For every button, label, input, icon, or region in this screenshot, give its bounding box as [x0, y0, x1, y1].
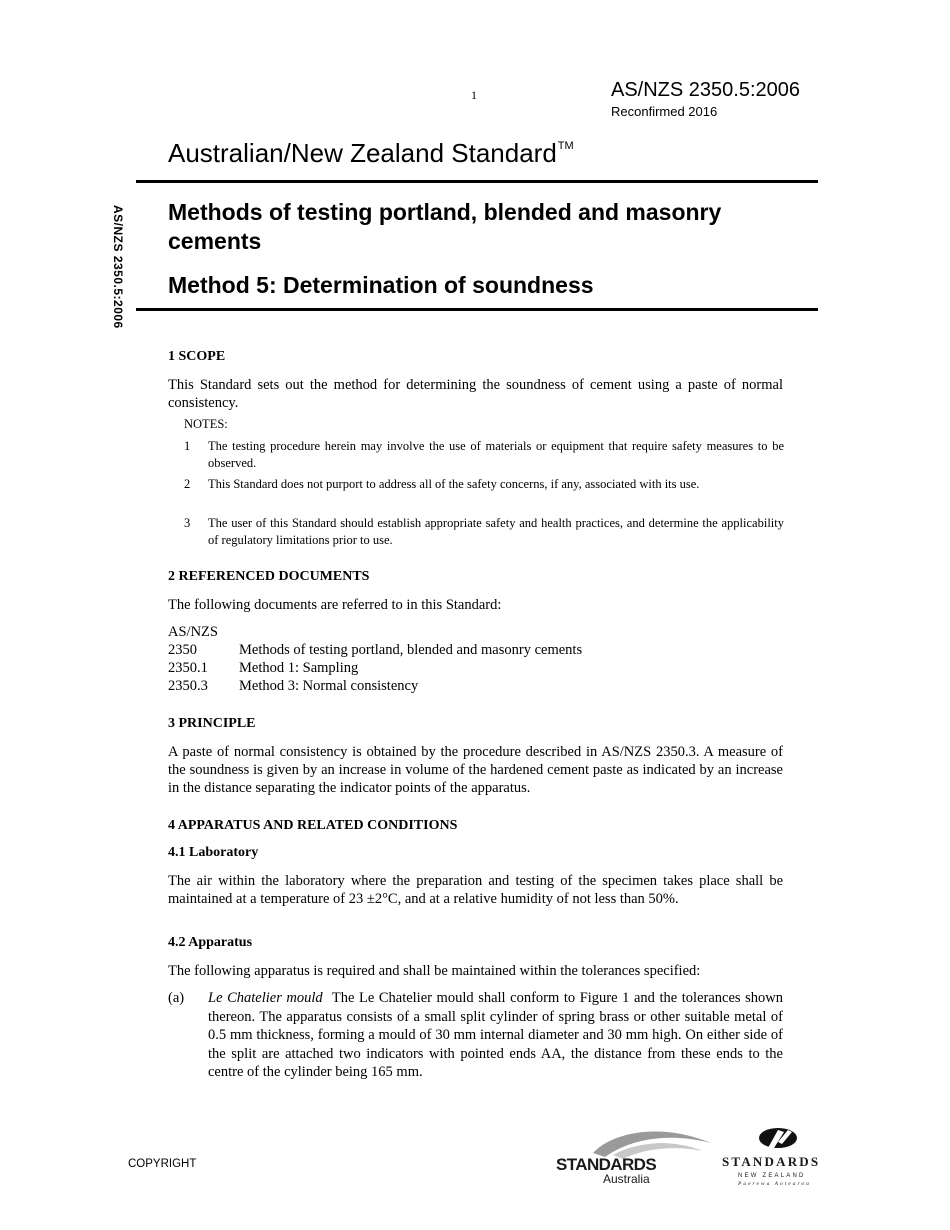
- references-intro: The following documents are referred to in this Standard:: [168, 597, 502, 613]
- scope-text: This Standard sets out the method for determining the soundness of cement using a paste of normal consistency.: [168, 377, 783, 411]
- item-label: (a): [168, 990, 185, 1006]
- note-text: The user of this Standard should establish appropriate safety and health practices, and determine the applicability of regulatory limitations prior to use.: [208, 516, 784, 547]
- reference-title: Methods of testing portland, blended and masonry cements: [239, 642, 583, 658]
- apparatus-intro: The following apparatus is required and shall be maintained within the tolerances specified:: [168, 963, 701, 979]
- logo-sa-subtext: Australia: [603, 1172, 650, 1185]
- notes-label: NOTES:: [184, 417, 228, 431]
- logo-nz-wordmark: STANDARDS: [722, 1154, 821, 1169]
- copyright-label: COPYRIGHT: [128, 1158, 197, 1170]
- logo-sa-wordmark: STANDARDS: [556, 1155, 657, 1174]
- section-heading-references: 2 REFERENCED DOCUMENTS: [168, 569, 370, 584]
- reference-row: [168, 677, 418, 695]
- standards-australia-logo: [553, 1123, 718, 1185]
- document-subtitle: Methods of testing portland, blended and masonry cements: [168, 199, 722, 254]
- title-rule-top: [136, 180, 818, 183]
- note-item: [184, 515, 784, 548]
- laboratory-text: The air within the laboratory where the preparation and testing of the specimen takes place shall be maintained at a temperature of 23 ±2°C, and at a relative humidity of not less than 50%.: [168, 873, 783, 907]
- reference-code: 2350.1: [168, 660, 208, 676]
- note-item: [184, 476, 784, 493]
- subsection-heading-apparatus: 4.2 Apparatus: [168, 935, 253, 950]
- item-term: Le Chatelier mould: [208, 990, 323, 1006]
- note-text: This Standard does not purport to address all of the safety concerns, if any, associated with its use.: [208, 477, 700, 491]
- title-rule-bottom: [136, 308, 818, 311]
- reference-title: Method 1: Sampling: [239, 660, 359, 676]
- standards-new-zealand-logo: [720, 1124, 832, 1186]
- method-title: Method 5: Determination of soundness: [168, 272, 594, 298]
- standard-title-text: Australian/New Zealand Standard: [168, 138, 557, 168]
- reference-row: [168, 659, 358, 677]
- note-item: [184, 438, 784, 471]
- logo-nz-subtext: NEW ZEALAND: [738, 1173, 806, 1179]
- standard-title: [168, 138, 574, 169]
- section-heading-apparatus: 4 APPARATUS AND RELATED CONDITIONS: [168, 818, 458, 833]
- page-number: 1: [471, 88, 477, 102]
- note-number: 1: [184, 439, 191, 453]
- side-standard-label: AS/NZS 2350.5:2006: [111, 205, 125, 329]
- reconfirmed-label: Reconfirmed 2016: [611, 104, 718, 119]
- trademark-mark: TM: [557, 140, 574, 152]
- section-heading-scope: 1 SCOPE: [168, 349, 226, 364]
- references-series: AS/NZS: [168, 624, 218, 640]
- reference-code: 2350: [168, 642, 197, 658]
- section-heading-principle: 3 PRINCIPLE: [168, 716, 256, 731]
- logo-nz-maori-text: Paerewa Aotearoa: [738, 1181, 811, 1186]
- reference-code: 2350.3: [168, 678, 208, 694]
- note-text: The testing procedure herein may involve the use of materials or equipment that require safety measures to be observed.: [208, 439, 784, 470]
- note-number: 2: [184, 477, 191, 491]
- reference-title: Method 3: Normal consistency: [239, 678, 419, 694]
- principle-text: A paste of normal consistency is obtained by the procedure described in AS/NZS 2350.3. A measure of the soundness is given by an increase in volume of the hardened cement paste as indicated by an increase in the distance separating the indicator points of the apparatus.: [168, 744, 783, 796]
- item-text: The Le Chatelier mould shall conform to Figure 1 and the tolerances shown thereon. The apparatus consists of a small split cylinder of spring brass or other suitable metal of 0.5 mm thickness, forming a mould of 30 mm internal diameter and 30 mm high. On either side of the split are attached two indicators with pointed ends AA, the distance from these ends to the centre of the cylinder being 165 mm.: [208, 990, 783, 1080]
- note-number: 3: [184, 516, 191, 530]
- reference-row: [168, 641, 582, 659]
- standard-number: AS/NZS 2350.5:2006: [611, 79, 801, 101]
- apparatus-item-a: [168, 989, 783, 1082]
- subsection-heading-laboratory: 4.1 Laboratory: [168, 845, 259, 860]
